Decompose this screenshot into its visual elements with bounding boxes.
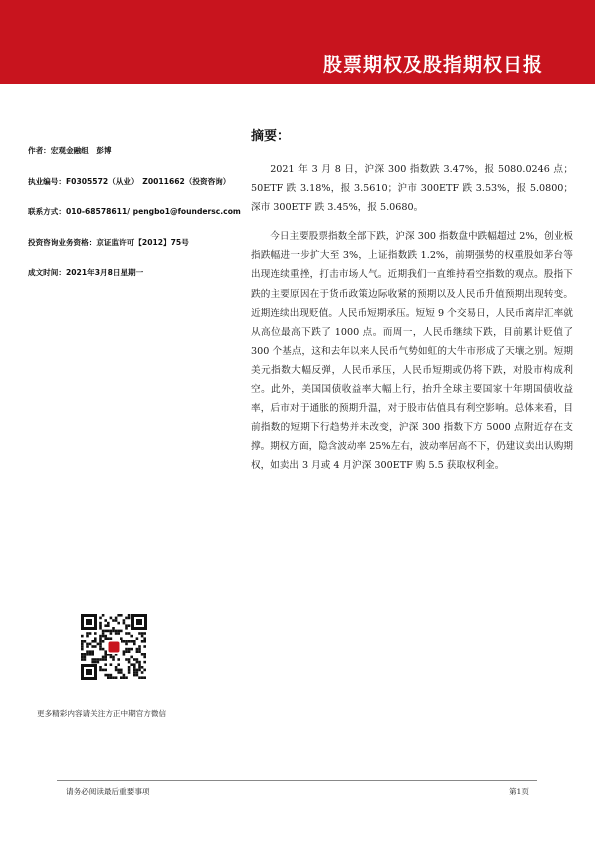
author-line: 作者：宏观金融组 彭博 — [28, 146, 112, 155]
brand-logo — [109, 642, 120, 653]
qr-code-icon — [79, 612, 149, 682]
abstract-heading: 摘要： — [251, 129, 291, 144]
footer-notice: 请务必阅读最后重要事项 — [66, 787, 150, 796]
abstract-paragraph: 今日主要股票指数全部下跌，沪深 300 指数盘中跌幅超过 2%，创业板指跌幅进一步扩大至 3%，上证指数跌 1.2%，前期强势的权重股如茅台等出现连续重挫，打击市场人气。近期我们一直维持看空指数的观点。股指下跌的主要原因在于货币政策边际收紧的预期以及人民币升值预期出现转变。近期连续出现贬值。人民币短期承压。短短 9 个交易日，人民币离岸汇率就从高位最高下跌了 1000 点。而周一，人民币继续下跌，目前累计贬值了 300 个基点，这和去年以来人民币气势如虹的大牛市形成了天壤之别。短期美元指数大幅反弹，人民币承压，人民币短期或仍将下跌，对股市构成利空。此外，美国国债收益率大幅上行，抬升全球主要国家十年期国债收益率，后市对于通胀的预期升温，对于股市估值具有利空影响。总体来看，目前指数的短期下行趋势并未改变，沪深 300 指数下方 5000 点附近存在支撑。期权方面，隐含波动率 25%左右，波动率居高不下，仍建议卖出认购期权，如卖出 3 月或 4 月沪深 300ETF 购 5.5 获取权利金。 — [251, 231, 573, 472]
date-line: 成文时间：2021年3月8日星期一 — [28, 268, 144, 277]
abstract-paragraph: 2021 年 3 月 8 日，沪深 300 指数跌 3.47%，报 5080.0246 点；50ETF 跌 3.18%，报 3.5610；沪市 300ETF 跌 3.53%，报 5.0800；深市 300ETF 跌 3.45%，报 5.0680。 — [251, 164, 573, 214]
report-title: 股票期权及股指期权日报 — [322, 54, 543, 76]
qualification-line: 投资咨询业务资格：京证监许可【2012】75号 — [28, 237, 189, 247]
qr-caption: 更多精彩内容请关注方正中期官方微信 — [37, 709, 167, 718]
license-line: 执业编号：F0305572（从业） Z0011662（投资咨询） — [28, 176, 231, 186]
footer-divider — [57, 780, 537, 781]
page-number: 第1页 — [508, 787, 529, 796]
abstract-body — [251, 160, 573, 486]
contact-line: 联系方式：010-68578611/ pengbo1@foundersc.com — [28, 207, 241, 216]
author-info — [28, 146, 248, 299]
